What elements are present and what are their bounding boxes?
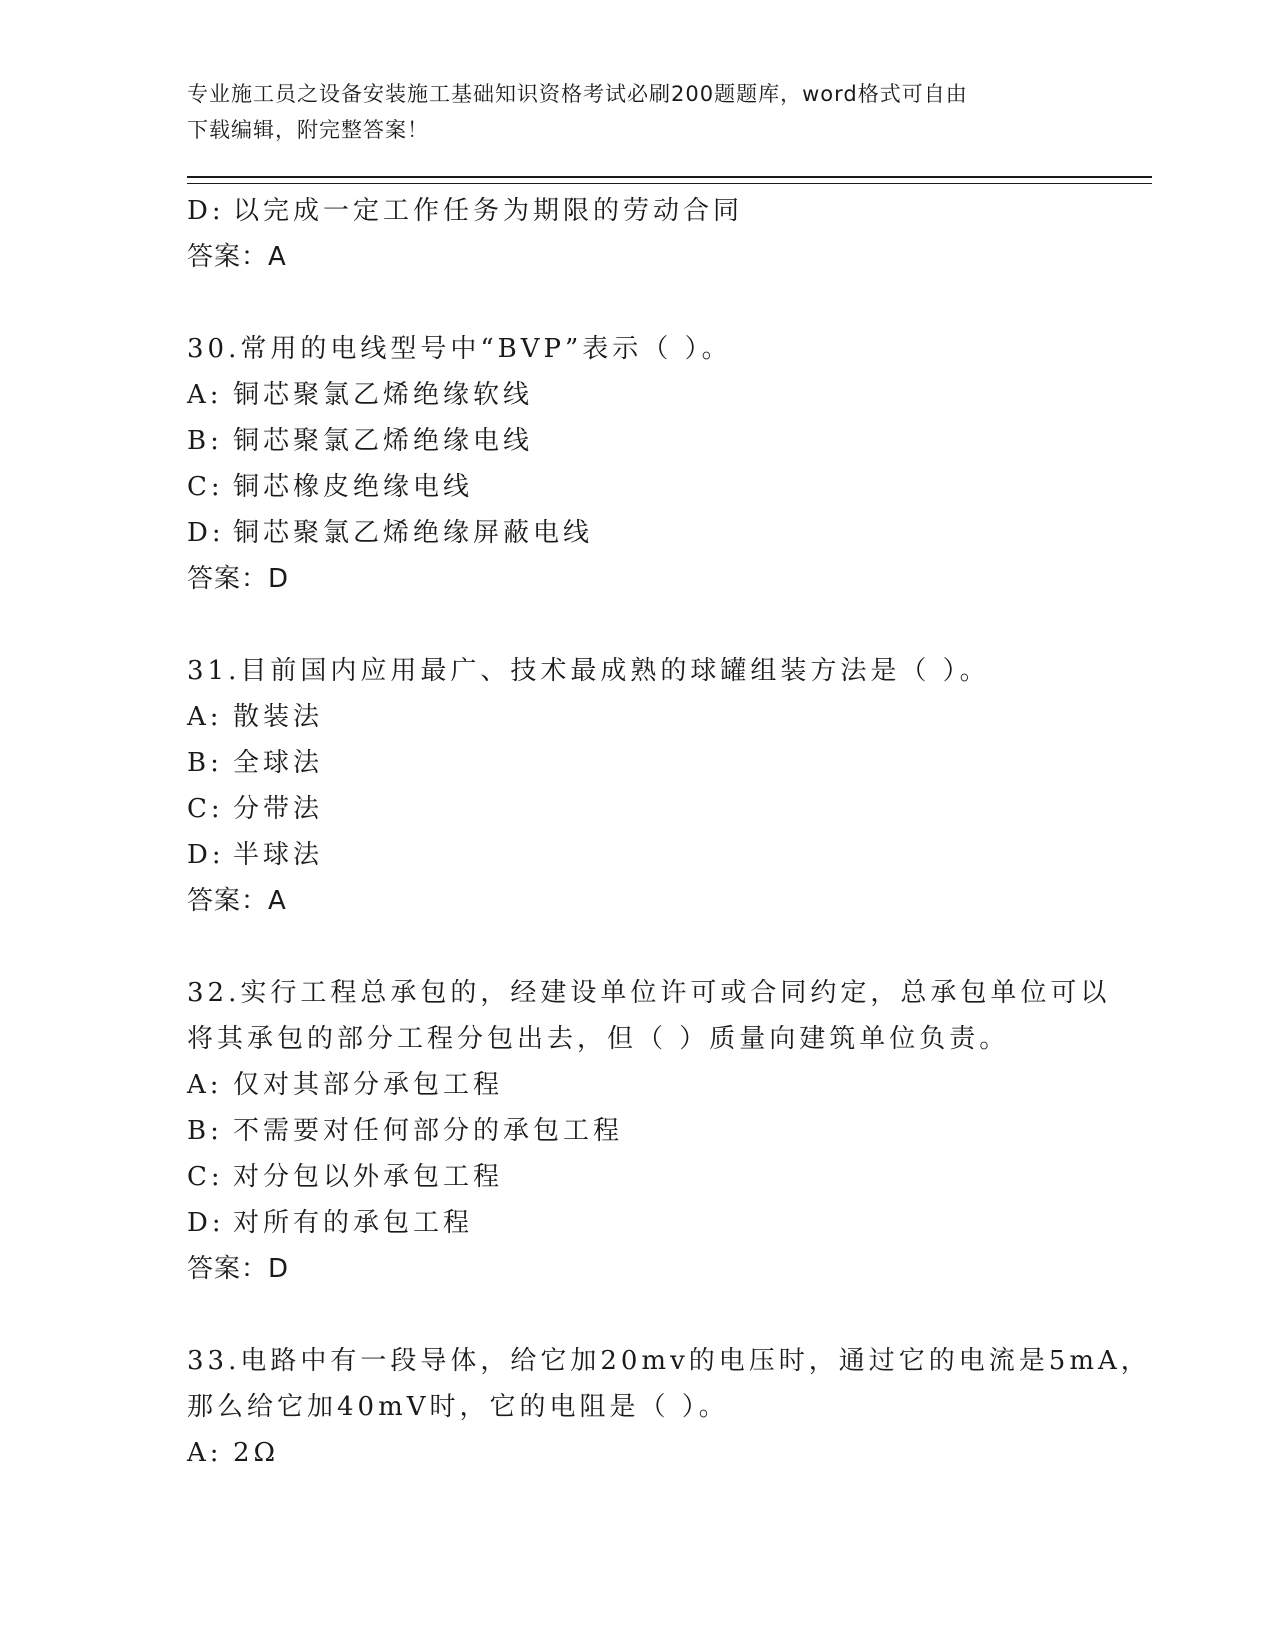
option-text: 散装法 <box>233 702 324 732</box>
answer-line: 答案：A <box>187 886 287 916</box>
question-33 <box>187 1338 1151 1476</box>
option-key: C: <box>187 472 224 502</box>
option-text: 对所有的承包工程 <box>233 1208 474 1238</box>
answer-line: 答案：D <box>187 564 290 594</box>
option-key: A: <box>187 1438 223 1468</box>
answer-line: 答案：D <box>187 1254 290 1284</box>
option-text: 分带法 <box>233 794 324 824</box>
document-header <box>187 76 1087 148</box>
option-key: D: <box>187 1208 225 1238</box>
option-d <box>187 1200 1107 1246</box>
option-key: A: <box>187 1070 223 1100</box>
option-d <box>187 510 1107 556</box>
header-divider <box>187 176 1152 184</box>
option-d <box>187 188 1107 234</box>
option-text: 以完成一定工作任务为期限的劳动合同 <box>233 196 744 226</box>
option-b <box>187 1108 1107 1154</box>
question-stem: 30.常用的电线型号中“BVP”表示（ ）。 <box>187 334 732 364</box>
question-stem: 32.实行工程总承包的，经建设单位许可或合同约定，总承包单位可以 <box>187 978 1111 1008</box>
option-key: B: <box>187 426 223 456</box>
option-key: D: <box>187 196 225 226</box>
option-b <box>187 418 1107 464</box>
option-a <box>187 372 1107 418</box>
option-a <box>187 1430 1107 1476</box>
option-text: 对分包以外承包工程 <box>233 1162 504 1192</box>
option-c <box>187 1154 1107 1200</box>
question-list <box>187 188 1151 1476</box>
option-text: 仅对其部分承包工程 <box>233 1070 504 1100</box>
option-c <box>187 464 1107 510</box>
option-c <box>187 786 1107 832</box>
option-key: A: <box>187 702 223 732</box>
option-key: C: <box>187 794 224 824</box>
question-stem-continued: 那么给它加40mV时，它的电阻是（ ）。 <box>187 1392 729 1422</box>
option-text: 2Ω <box>233 1438 280 1468</box>
option-key: D: <box>187 840 225 870</box>
option-key: C: <box>187 1162 224 1192</box>
question-stem-continued: 将其承包的部分工程分包出去，但（ ）质量向建筑单位负责。 <box>187 1024 1010 1054</box>
option-a <box>187 1062 1107 1108</box>
option-text: 铜芯聚氯乙烯绝缘电线 <box>233 426 534 456</box>
question-30 <box>187 326 1107 602</box>
option-a <box>187 694 1107 740</box>
option-key: B: <box>187 1116 223 1146</box>
option-text: 铜芯橡皮绝缘电线 <box>233 472 474 502</box>
option-d <box>187 832 1107 878</box>
header-line-2: 下载编辑，附完整答案！ <box>187 118 429 142</box>
question-32 <box>187 970 1111 1292</box>
answer-line: 答案：A <box>187 242 287 272</box>
option-text: 半球法 <box>233 840 324 870</box>
option-text: 铜芯聚氯乙烯绝缘屏蔽电线 <box>233 518 594 548</box>
option-key: A: <box>187 380 223 410</box>
option-key: D: <box>187 518 225 548</box>
question-stem: 33.电路中有一段导体，给它加20mv的电压时，通过它的电流是5mA， <box>187 1346 1151 1376</box>
option-text: 铜芯聚氯乙烯绝缘软线 <box>233 380 534 410</box>
question-stem: 31.目前国内应用最广、技术最成熟的球罐组装方法是（ ）。 <box>187 656 990 686</box>
header-line-1: 专业施工员之设备安装施工基础知识资格考试必刷200题题库，word格式可自由 <box>187 82 968 106</box>
question-31 <box>187 648 1107 924</box>
option-b <box>187 740 1107 786</box>
option-text: 全球法 <box>233 748 324 778</box>
option-key: B: <box>187 748 223 778</box>
option-text: 不需要对任何部分的承包工程 <box>233 1116 624 1146</box>
